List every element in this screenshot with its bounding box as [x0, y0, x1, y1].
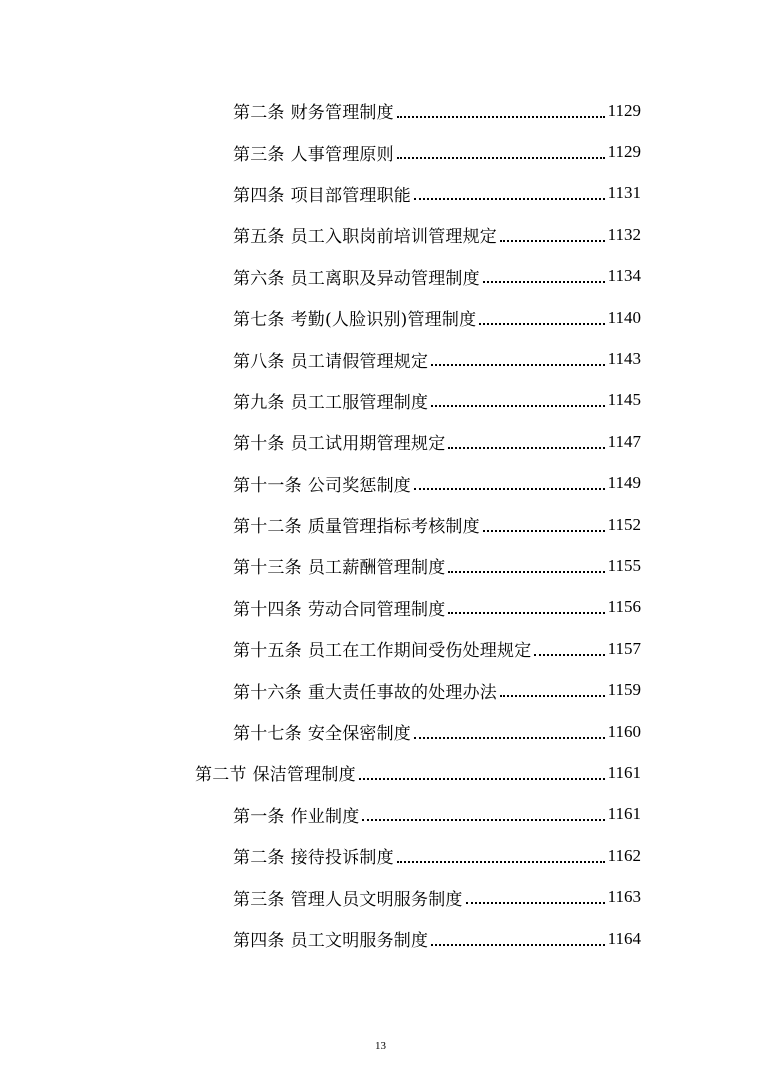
toc-dot-leader: [359, 778, 605, 780]
toc-entry[interactable]: [233, 876, 641, 917]
toc-entry[interactable]: [233, 628, 641, 669]
toc-entry-text: 员工试用期管理规定: [290, 434, 446, 455]
toc-entry[interactable]: [233, 587, 641, 628]
toc-entry-number: 第十四条: [233, 599, 302, 620]
toc-entry[interactable]: [233, 918, 641, 959]
toc-entry-title: [195, 760, 356, 785]
toc-entry-text: 保洁管理制度: [252, 765, 356, 786]
toc-entry-title: [233, 305, 476, 330]
table-of-contents: [0, 90, 761, 959]
toc-entry-page: 1143: [607, 349, 641, 369]
toc-dot-leader: [448, 447, 604, 449]
toc-dot-leader: [431, 364, 604, 366]
toc-entry-number: 第七条: [233, 310, 285, 331]
toc-entry-title: [233, 140, 394, 165]
toc-entry-text: 项目部管理职能: [290, 185, 412, 206]
toc-dot-leader: [397, 116, 605, 118]
toc-entry-number: 第二条: [233, 103, 285, 124]
toc-entry-page: 1140: [607, 307, 641, 327]
toc-entry-text: 员工离职及异动管理制度: [290, 268, 480, 289]
toc-entry-page: 1149: [607, 473, 641, 493]
toc-entry-number: 第三条: [233, 889, 285, 910]
toc-entry-page: 1132: [607, 224, 641, 244]
toc-entry-number: 第二节: [195, 765, 247, 786]
toc-entry-title: [233, 595, 445, 620]
toc-entry-page: 1155: [607, 555, 641, 575]
toc-entry-number: 第四条: [233, 185, 285, 206]
toc-entry[interactable]: [233, 421, 641, 462]
toc-entry-text: 管理人员文明服务制度: [290, 889, 463, 910]
toc-entry-title: [233, 885, 463, 910]
toc-entry-number: 第十条: [233, 434, 285, 455]
toc-dot-leader: [362, 819, 604, 821]
toc-entry[interactable]: [233, 90, 641, 131]
toc-entry-number: 第四条: [233, 931, 285, 951]
toc-entry-page: 1164: [607, 928, 641, 948]
toc-entry[interactable]: [233, 173, 641, 214]
toc-entry-text: 员工工服管理制度: [290, 392, 429, 413]
toc-entry-title: [233, 512, 480, 537]
toc-dot-leader: [466, 902, 605, 904]
toc-entry-title: [233, 98, 394, 123]
toc-entry[interactable]: [233, 131, 641, 172]
toc-entry[interactable]: [233, 297, 641, 338]
toc-entry-text: 劳动合同管理制度: [307, 599, 446, 620]
toc-entry-number: 第十一条: [233, 475, 302, 496]
toc-dot-leader: [431, 405, 604, 407]
toc-entry-number: 第六条: [233, 268, 285, 289]
toc-entry-title: [233, 471, 411, 496]
toc-entry[interactable]: [233, 794, 641, 835]
toc-entry-text: 员工文明服务制度: [290, 931, 429, 951]
toc-dot-leader: [397, 861, 605, 863]
toc-section-entry[interactable]: [195, 752, 641, 793]
toc-dot-leader: [483, 281, 605, 283]
toc-entry-page: 1145: [607, 390, 641, 410]
toc-dot-leader: [448, 612, 604, 614]
toc-entry-number: 第十二条: [233, 517, 302, 538]
toc-entry-title: [233, 926, 428, 951]
toc-entry-title: [233, 181, 411, 206]
toc-entry-title: [233, 802, 359, 827]
toc-entry-text: 人事管理原则: [290, 144, 394, 165]
toc-entry[interactable]: [233, 545, 641, 586]
toc-entry-number: 第十五条: [233, 641, 302, 662]
toc-dot-leader: [483, 530, 605, 532]
toc-entry-title: [233, 222, 497, 247]
toc-entry-text: 公司奖惩制度: [307, 475, 412, 496]
toc-entry-page: 1134: [607, 266, 641, 286]
toc-entry-text: 接待投诉制度: [290, 848, 394, 869]
toc-entry[interactable]: [233, 214, 641, 255]
toc-entry-page: 1156: [607, 597, 641, 617]
toc-entry-text: 重大责任事故的处理办法: [307, 682, 498, 703]
toc-entry-title: [233, 388, 428, 413]
toc-entry-text: 质量管理指标考核制度: [307, 517, 480, 538]
toc-entry-number: 第三条: [233, 144, 285, 165]
toc-entry[interactable]: [233, 256, 641, 297]
toc-entry[interactable]: [233, 711, 641, 752]
toc-dot-leader: [534, 654, 604, 656]
toc-entry-number: 第十七条: [233, 724, 302, 745]
toc-dot-leader: [414, 488, 605, 490]
toc-entry-text: 员工入职岗前培训管理规定: [290, 227, 498, 248]
toc-entry-title: [233, 264, 480, 289]
toc-entry-text: 员工请假管理规定: [290, 351, 429, 372]
toc-entry-number: 第一条: [233, 806, 285, 827]
toc-entry-page: 1152: [607, 514, 641, 534]
toc-entry-page: 1129: [607, 100, 641, 120]
toc-dot-leader: [500, 695, 605, 697]
toc-entry-number: 第二条: [233, 848, 285, 869]
toc-entry-number: 第十六条: [233, 682, 302, 703]
toc-entry[interactable]: [233, 380, 641, 421]
toc-dot-leader: [397, 157, 605, 159]
toc-entry-title: [233, 553, 445, 578]
toc-entry-title: [233, 636, 531, 661]
toc-entry-page: 1157: [607, 638, 641, 658]
toc-entry-page: 1159: [607, 680, 641, 700]
toc-entry-page: 1162: [607, 845, 641, 865]
toc-entry-page: 1161: [607, 804, 641, 824]
toc-entry-text: 财务管理制度: [290, 103, 394, 124]
toc-entry[interactable]: [233, 669, 641, 710]
toc-entry-text: 员工薪酬管理制度: [307, 558, 446, 579]
toc-entry-number: 第八条: [233, 351, 285, 372]
toc-entry-text: 考勤(人脸识别)管理制度: [290, 310, 477, 331]
toc-entry-page: 1131: [607, 183, 641, 203]
toc-dot-leader: [431, 944, 604, 946]
toc-dot-leader: [414, 737, 605, 739]
toc-entry-number: 第十三条: [233, 558, 302, 579]
toc-entry-title: [233, 429, 445, 454]
toc-entry-text: 员工在工作期间受伤处理规定: [307, 641, 532, 662]
toc-entry-title: [233, 843, 394, 868]
toc-dot-leader: [448, 571, 604, 573]
toc-dot-leader: [414, 198, 605, 200]
toc-entry-title: [233, 678, 497, 703]
toc-entry[interactable]: [233, 338, 641, 379]
toc-entry-page: 1129: [607, 142, 641, 162]
toc-entry[interactable]: [233, 835, 641, 876]
toc-entry-number: 第五条: [233, 227, 285, 248]
toc-entry-text: 安全保密制度: [307, 724, 412, 745]
toc-entry-page: 1147: [607, 431, 641, 451]
toc-entry[interactable]: [233, 463, 641, 504]
toc-entry-page: 1163: [607, 887, 641, 907]
toc-entry-page: 1161: [607, 762, 641, 782]
toc-entry-number: 第九条: [233, 392, 285, 413]
toc-dot-leader: [500, 240, 605, 242]
toc-entry-text: 作业制度: [290, 806, 360, 827]
toc-entry-title: [233, 347, 428, 372]
toc-dot-leader: [479, 323, 604, 325]
page-number: 13: [375, 1040, 386, 1052]
toc-entry[interactable]: [233, 504, 641, 545]
toc-entry-title: [233, 719, 411, 744]
toc-entry-page: 1160: [607, 721, 641, 741]
